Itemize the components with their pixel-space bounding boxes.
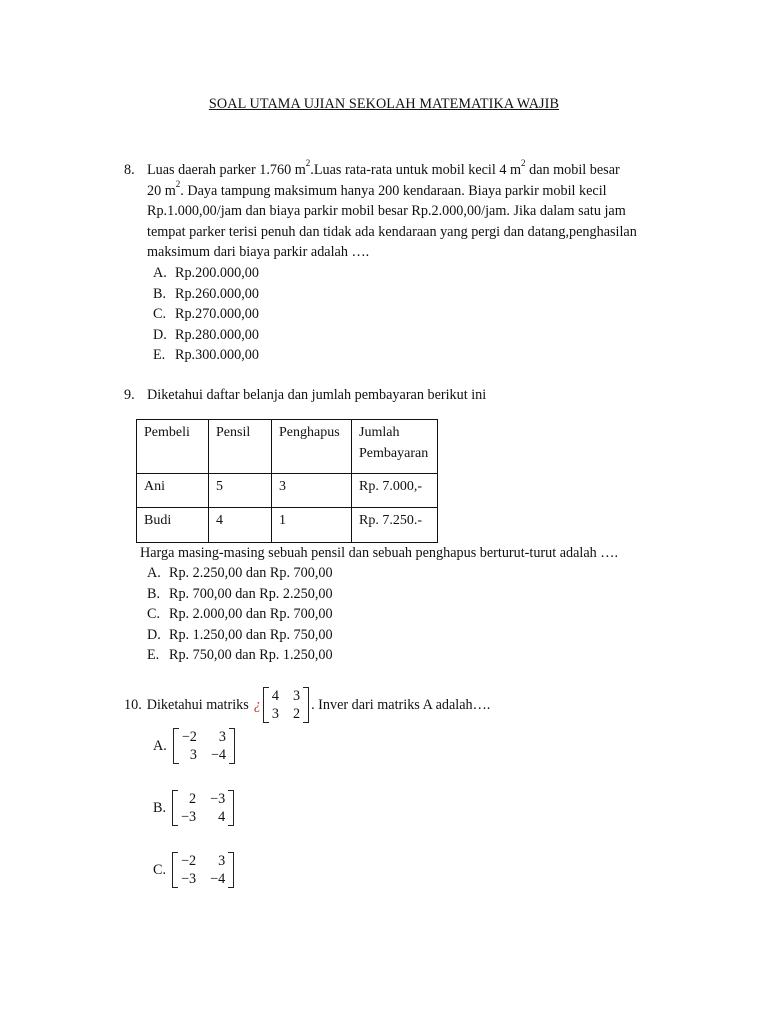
matrix-cell: −2: [181, 729, 197, 745]
matrix-cell: 4: [271, 688, 279, 704]
option-letter: B.: [153, 285, 167, 302]
answer-options-8: [153, 263, 259, 366]
matrix-cell: −2: [181, 853, 197, 869]
option-text: Rp.300.000,00: [175, 347, 259, 363]
question-text: Diketahui matriks: [146, 696, 249, 713]
answer-option: [147, 645, 333, 666]
option-letter: E.: [147, 647, 160, 663]
option-letter: E.: [153, 347, 166, 363]
option-letter: C.: [153, 306, 167, 322]
text-segment: .Luas rata-rata untuk mobil kecil 4 m: [310, 162, 522, 178]
answer-option: [153, 263, 259, 284]
page-title: SOAL UTAMA UJIAN SEKOLAH MATEMATIKA WAJIB: [208, 96, 560, 112]
option-text: Rp. 700,00 dan Rp. 2.250,00: [169, 585, 333, 602]
option-matrix: [172, 790, 234, 826]
option-letter: B.: [153, 799, 167, 816]
table-header-cell: Jumlah Pembayaran: [352, 420, 438, 474]
option-text: Rp. 750,00 dan Rp. 1.250,00: [169, 647, 333, 663]
table-cell: 1: [272, 508, 352, 543]
matrix-cell: 3: [218, 729, 227, 745]
text-line: tempat parker terisi penuh dan tidak ada kendaraan yang pergi dan datang,penghasilan: [147, 223, 637, 240]
matrix-grid: [269, 687, 303, 723]
matrix-a: [263, 687, 309, 723]
table-header-cell: Pensil: [209, 420, 272, 474]
symbol-mark: ¿: [253, 696, 261, 713]
matrix-cell: 3: [292, 688, 301, 704]
matrix-grid: [179, 728, 229, 764]
option-text: Rp. 1.250,00 dan Rp. 750,00: [169, 626, 333, 643]
option-letter: B.: [147, 585, 161, 602]
table-row: [137, 508, 438, 543]
right-bracket: [303, 687, 309, 723]
text-segment: . Daya tampung maksimum hanya 200 kendaraan. Biaya parkir mobil kecil: [180, 182, 607, 199]
matrix-cell: −4: [210, 747, 227, 763]
table-cell: Ani: [137, 474, 209, 508]
option-text: Rp.200.000,00: [175, 265, 259, 281]
matrix-cell: −3: [181, 871, 197, 887]
answer-option: [153, 790, 234, 826]
option-letter: A.: [153, 265, 167, 281]
question-prompt: Harga masing-masing sebuah pensil dan sebuah penghapus berturut-turut adalah ….: [140, 545, 619, 561]
question-number: 9.: [124, 387, 135, 403]
text-line: Rp.1.000,00/jam dan biaya parkir mobil besar Rp.2.000,00/jam. Jika dalam satu jam: [147, 203, 626, 219]
answer-option: [153, 852, 234, 888]
right-bracket: [229, 728, 235, 764]
matrix-cell: 2: [292, 706, 301, 722]
answer-options-9: [147, 563, 333, 666]
right-bracket: [228, 852, 234, 888]
text-segment: dan mobil besar: [525, 162, 620, 178]
option-letter: D.: [147, 626, 161, 643]
option-letter: C.: [153, 861, 167, 878]
option-text: Rp. 2.250,00 dan Rp. 700,00: [169, 565, 333, 581]
right-bracket: [228, 790, 234, 826]
option-letter: A.: [153, 737, 167, 754]
answer-option: [153, 284, 259, 305]
matrix-cell: 3: [271, 706, 279, 722]
answer-option: [147, 625, 333, 646]
option-text: Rp.260.000,00: [175, 285, 259, 302]
option-letter: C.: [147, 606, 161, 622]
text-line: maksimum dari biaya parkir adalah ….: [147, 244, 370, 260]
option-text: Rp. 2.000,00 dan Rp. 700,00: [169, 606, 333, 622]
question-text: [147, 160, 707, 263]
answer-option: [147, 563, 333, 584]
table-row: [137, 474, 438, 508]
matrix-grid: [178, 790, 228, 826]
option-letter: A.: [147, 565, 161, 581]
matrix-cell: 3: [218, 853, 226, 869]
superscript: 2: [175, 178, 181, 189]
text-segment: Luas daerah parker 1.760 m: [147, 162, 306, 178]
table-cell: 4: [209, 508, 272, 543]
table-cell: Budi: [137, 508, 209, 543]
option-letter: D.: [153, 326, 167, 343]
matrix-cell: −3: [181, 809, 197, 825]
matrix-cell: 4: [218, 809, 226, 825]
table-header-cell: Pembeli: [137, 420, 209, 474]
option-text: Rp.280.000,00: [175, 326, 259, 343]
text-segment: 20 m: [147, 182, 176, 199]
option-matrix: [173, 728, 235, 764]
superscript: 2: [305, 158, 311, 169]
question-number: 8.: [124, 162, 135, 178]
option-matrix: [172, 852, 234, 888]
answer-option: [147, 584, 333, 605]
matrix-cell: −4: [210, 871, 226, 887]
answer-option: [153, 345, 259, 366]
option-text: Rp.270.000,00: [175, 306, 259, 322]
matrix-cell: 3: [189, 747, 197, 763]
matrix-cell: 2: [189, 791, 197, 807]
question-text: . Inver dari matriks A adalah….: [311, 696, 491, 713]
table-cell: 3: [272, 474, 352, 508]
question-10: [124, 687, 490, 723]
answer-option: [147, 604, 333, 625]
answer-option: [153, 728, 235, 764]
matrix-cell: −3: [210, 791, 226, 807]
answer-option: [153, 304, 259, 325]
shopping-table: [136, 419, 438, 543]
table-cell: Rp. 7.000,-: [352, 474, 438, 508]
table-header-cell: Penghapus: [272, 420, 352, 474]
table-cell: Rp. 7.250.-: [352, 508, 438, 543]
table-header-row: [137, 420, 438, 474]
question-number: 10.: [124, 696, 142, 713]
table-cell: 5: [209, 474, 272, 508]
matrix-grid: [178, 852, 228, 888]
answer-option: [153, 325, 259, 346]
question-text: Diketahui daftar belanja dan jumlah pembayaran berikut ini: [147, 387, 487, 403]
superscript: 2: [521, 158, 526, 169]
